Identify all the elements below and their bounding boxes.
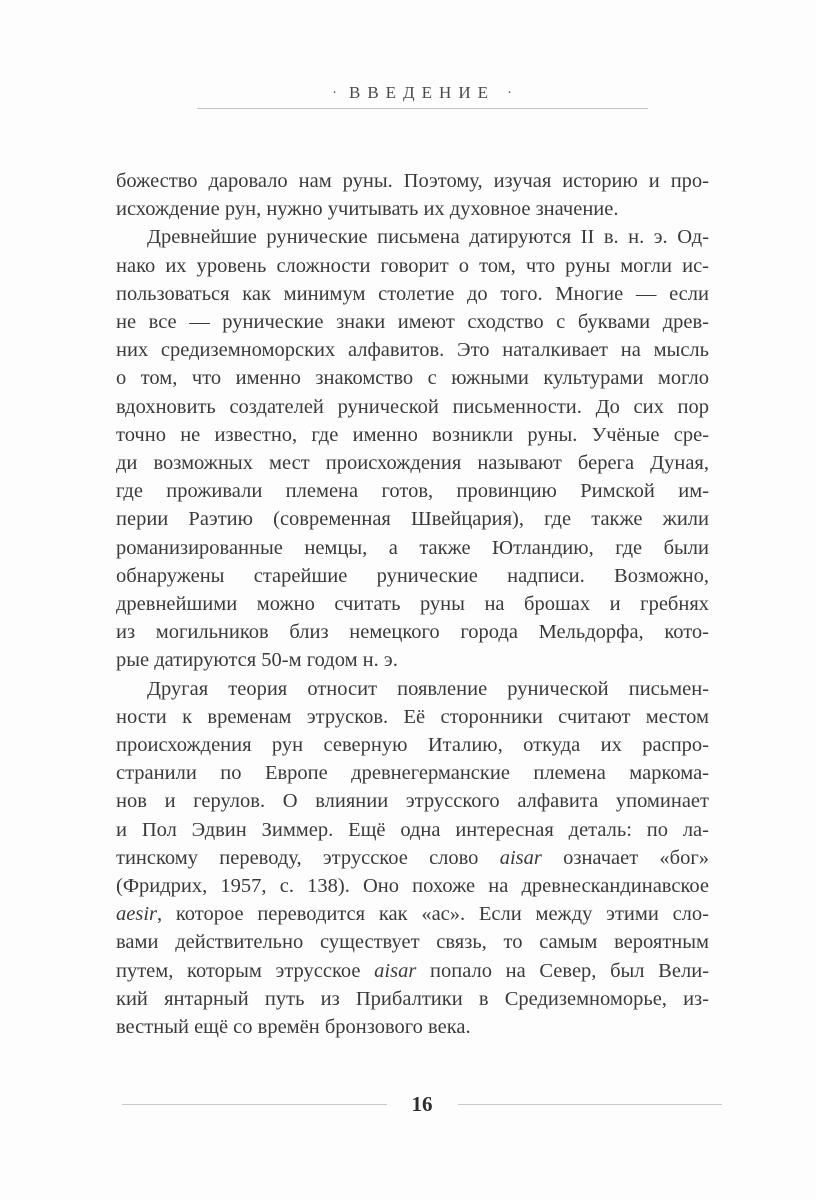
text-line: где проживали племена готов, провинцию Римской им- — [116, 480, 709, 503]
text-line: перии Раэтию (современная Швейцария), где также жили — [116, 508, 709, 531]
text-line: о том, что именно знакомство с южными культурами могло — [116, 367, 709, 390]
text-line — [116, 900, 709, 928]
text-segment: , которое переводится как «ас». Если между этими сло- — [157, 903, 709, 926]
chapter-title: ВВЕДЕНИЕ — [349, 83, 495, 102]
header-rule — [197, 108, 648, 109]
running-head — [122, 83, 722, 103]
italic-term: aesir — [116, 903, 157, 926]
text-line: рые датируются 50-м годом н. э. — [116, 649, 398, 672]
text-line: и Пол Эдвин Зиммер. Ещё одна интересная деталь: по ла- — [116, 818, 709, 841]
text-line: древнейшими можно считать руны на брошах и гребнях — [116, 593, 709, 616]
text-segment: означает «бог» — [541, 846, 709, 869]
italic-term: aisar — [374, 959, 417, 982]
text-line: (Фридрих, 1957, с. 138). Оно похоже на древнескандинавское — [116, 875, 709, 898]
text-segment: тинскому переводу, этрусское слово — [116, 846, 500, 869]
text-line: ности к временам этрусков. Её сторонники считают местом — [116, 705, 709, 728]
text-line: кий янтарный путь из Прибалтики в Средиземноморье, из- — [116, 987, 709, 1010]
text-line: пользоваться как минимум столетие до того. Многие — если — [116, 282, 709, 305]
text-line: них средиземноморских алфавитов. Это наталкивает на мысль — [116, 339, 709, 362]
footer-rule-left — [122, 1104, 387, 1105]
text-line: исхождение рун, нужно учитывать их духовное значение. — [116, 198, 619, 221]
separator-dot-left: · — [332, 85, 337, 101]
text-line: странили по Европе древнегерманские племена маркома- — [116, 762, 709, 785]
text-line: происхождения рун северную Италию, откуда их распро- — [116, 734, 709, 757]
footer-rule-right — [458, 1104, 723, 1105]
text-line: романизированные немцы, а также Ютландию, где были — [116, 536, 709, 559]
text-line: нако их уровень сложности говорит о том, что руны могли ис- — [116, 254, 709, 277]
italic-term: aisar — [499, 846, 542, 869]
text-line: божество даровало нам руны. Поэтому, изучая историю и про- — [116, 170, 709, 192]
text-line: вдохновить создателей рунической письменности. До сих пор — [116, 395, 709, 418]
text-line: Древнейшие рунические письмена датируются II в. н. э. Од- — [147, 226, 709, 249]
text-line: вами действительно существует связь, то самым вероятным — [116, 931, 709, 954]
text-line: точно не известно, где именно возникли руны. Учёные сре- — [116, 423, 709, 446]
text-line: нов и герулов. О влиянии этрусского алфавита упоминает — [116, 790, 709, 813]
text-line: из могильников близ немецкого города Мельдорфа, кото- — [116, 621, 709, 644]
text-line — [116, 844, 709, 872]
text-line: Другая теория относит появление рунической письмен- — [147, 677, 709, 700]
text-line — [116, 957, 709, 985]
text-line: вестный ещё со времён бронзового века. — [116, 1016, 471, 1039]
page-footer — [122, 1092, 722, 1116]
text-line: обнаружены старейшие рунические надписи. Возможно, — [116, 564, 709, 587]
page-number: 16 — [411, 1092, 433, 1116]
text-line: ди возможных мест происхождения называют берега Дуная, — [116, 452, 709, 475]
body-text — [116, 167, 709, 1041]
text-line: не все — рунические знаки имеют сходство с буквами древ- — [116, 311, 709, 334]
separator-dot-right: · — [506, 85, 512, 101]
text-segment: попало на Север, был Вели- — [416, 959, 709, 982]
text-segment: путем, которым этрусское — [116, 959, 375, 982]
